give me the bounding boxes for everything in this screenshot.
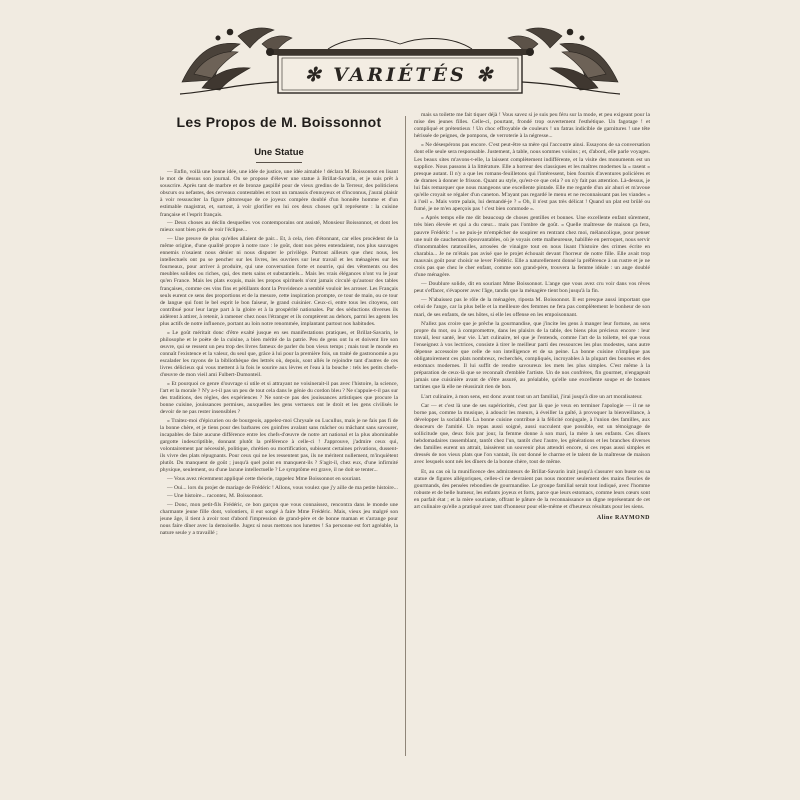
paragraph: « Le goût méritait donc d'être exalté jusque en ses manifestations pratiques, et Brillat-Savarin, le philosophe et le poète de la cuisine, a bien mérité de la patrie. Peu de gens ont lu et doivent lire son œuvre, qui se ressent un peu trop des livres fameux de parler du bon vieux temps ; mais tout le monde en connaît l'existence et la valeur, du seul que, grâce à lui pour la première fois, un traité de gastronomie a pu escalader les rayons de la bibliothèque des lettrés où, depuis, sont allés le rejoindre tant d'autres de ces livres délicieux qui vous mettent à la fois le sourire aux lèvres et l'eau à la bouche : tels les petits chefs-d'œuvre de mon vieil ami Fulbert-Dumonteil. bbox=[160, 329, 398, 379]
paragraph: L'art culinaire, à mon sens, est donc avant tout un art familial, j'irai jusqu'à dire un art moralisateur. bbox=[421, 393, 643, 400]
article-title: Les Propos de M. Boissonnot bbox=[176, 114, 382, 130]
paragraph: — Vous avez récemment appliqué cette théorie, rappelez Mme Boissonnot en souriant. bbox=[167, 475, 362, 482]
section-title: ✻ VARIÉTÉS ✻ bbox=[304, 64, 496, 86]
varietes-banner bbox=[178, 22, 622, 102]
paragraph: Car — et c'est là une de ses supériorités, c'est par là que je veux en terminer l'apologie — il ne se borne pas, comme la musique, à adoucir les mœurs, à éveiller la gaîté, à provoquer la bienveillance, à développer la sociabilité. La bonne cuisine contribue à la félicité conjugale, à l'union des familles, aux douceurs de l'amitié. Un repas aussi soigné, aussi succulent que possible, est un témoignage de sollicitude que, deux fois par jour, la femme donne à son mari, la mère à ses enfants. Ces dîners hebdomadaires rassemblant, tantôt chez l'un, tantôt chez l'autre, les générations et les branches diverses des familles eurent un attrait, laissèrent un souvenir plus attendri encore, si ces repas aussi simples et dressés de nos vieux plats que l'on vantait, ils ont donné le charme et le talent de la maîtresse de maison avec lesquels sont nés les dîners de la bonne chère, tout de même. bbox=[414, 402, 650, 466]
paragraph: N'allez pas croire que je prêche la gourmandise, que j'incite les gens à manger leur fortune, au sens propre du mot, ou à compromettre, dans les plaisirs de la table, des biens plus précieux encore : leur travail, leur santé, leur vie. L'art culinaire, tel que je l'entends, comme l'art de la toilette, tel que vous l'enseignez à vos lectrices, consiste à tirer le meilleur parti des ressources les plus modestes, sans autre dépense accessoire que celle de son intelligence et de sa peine. La bonne cuisine n'implique pas obligatoirement ces plats nombreux, recherchés, compliqués, incroyables à la plupart des bourses et des estomacs modernes. Il lui suffit de rendre savoureux les mets les plus simples. C'est même à la préparation de ceux-là que se reconnaît d'emblée l'artiste. Un de nos confrères, fin gourmet, n'engageait jamais une cuisinière avant de s'être assuré, au préalable, qu'elle une excellente soupe et de bonnes tartines que là elle ne réussirait rien de bon. bbox=[414, 320, 650, 391]
paragraph: « Traitez-moi d'épicurien ou de bourgeois, appelez-moi Chrysale ou Lucullus, mais je ne fais pas fi de la bonne chère, et je tiens pour des barbares ces goinfres avalant sans mâcher ou mâchant sans savourer, incapables de faire aucune différence entre les chefs-d'œuvre de notre art national et la plus abominable gargotte indescriptible, donnant plutôt la préférence à celle-ci ! J'approuve, j'admire ceux qui, volontairement par nécessité, politique, chrétien ou mortification, subissent certaines privations, dussent-ils vivre des plats répugnants. Pour ceux qui ne les ressentent pas, ils ne méritent nullement, m'inquiètent plutôt. Du manquent de goût ; jusqu'à quel point en manquent-ils ? S'agit-il, chez eux, d'une infirmité physique, seulement, ou d'une lacune intellectuelle ? Le symptôme est grave, il ne doit se tenter... bbox=[160, 417, 398, 474]
paragraph: Et, au cas où la munificence des admirateurs de Brillat-Savarin irait jusqu'à s'assurer son buste ou sa statue de figures allégoriques, celles-ci ne devraient pas nous montrer seulement des mains fleuries de gourmands, des pensées rebondies de gourmandise. Le groupe familial serait tout indiqué, avec l'homme robuste et de belle humeur, les enfants joyeux et forts, parce que leurs estomacs, comme leurs cœurs sont en parfait état ; et la mère souriante, offrant le pâture de la reconnaissance un digne représentant de cet art culinaire qu'elle a pratiqué avec tant d'honneur pour elle-même et d'heureux résultats pour les siens. bbox=[414, 468, 650, 510]
paragraph: « Après temps elle me dit beaucoup de choses gentilles et bonnes. Une excellente enfant sûrement, très bien élevée et qui a du cœur... mais pas l'ombre de goût. « Quelle maîtresse de maison ça fera, pauvre Frédéric ! » ne puis-je m'empêcher de soupirer en rentrant chez moi, mélancolique, pour penser une nuit de cauchemars épouvantables, où je voyais cette malheureuse, habillée en perroquet, nous servir d'innommables ratatouilles, arrosées de vinaigre tout en nous lisant l'histoire des crimes écrite en charabia... Je ne m'étais pas avisé que le projet échouait devant l'horreur de notre fille. Elle avait trop mauvais goût pour choisir se lever Frédéric. Elle a naturellement donné la préférence à un rustre et je ne crois pas que chez le cher enfant, comme son grand-père, trouvera la femme idéale : un ange doublé d'une ménagère. bbox=[414, 215, 650, 279]
author-signature: Aline RAYMOND bbox=[596, 515, 650, 522]
paragraph: mais sa toilette me fait tiquer déjà ! Vous savez si je suis peu féru sur la mode, et peu exigeant pour la mise des jeunes filles. Celle-ci, pourtant, frondé trop ouvertement l'esthétique. Un fagotage ! et compliqué et prétentieux ! Un choc effroyable de couleurs ! un fatras indicible de garnitures ! une tête hérissée de peignes, de pompons, de verroterie à la négresse... bbox=[414, 112, 650, 140]
subtitle-divider bbox=[256, 162, 302, 163]
paragraph: — Doublure solide, dit en souriant Mme Boissonnot. L'ange que vous avez cru voir dans vos rêves peut s'effacer, s'évaporer avec l'âge, tandis que la ménagère tient bon jusqu'à la fin. bbox=[414, 281, 650, 295]
paragraph: — Oui... lors du projet de mariage de Frédéric ! Allons, vous voulez que j'y aille de ma petite histoire... bbox=[167, 484, 398, 491]
paragraph: — Deux choses au déclin desquelles vos contemporains ont assisté, Monsieur Boissonnot, et dont les mieux sont bien près de voir l'éclipse... bbox=[160, 220, 398, 234]
paragraph: — Une histoire... racontez, M. Boissonnot. bbox=[167, 493, 264, 500]
article-subtitle: Une Statue bbox=[254, 147, 304, 158]
left-column bbox=[160, 108, 398, 788]
paragraph: — Une preuve de plus qu'elles allaient de pair... Et, à cela, rien d'étonnant, car elles procèdent de la même origine, d'une qualité propre à notre race : le goût, dont nos pères entendaient, nos plus sauvages ennemis n'osaient nous dénier ni nous disputer le privilège. Partout ailleurs que chez nous, les intellectuels ont pu se pencher sur les livres, les ouvriers sur leur travail et les ménagères sur les fourneaux, pour arriver à produire, qui une conversation forte et nourrie, qui des vêtements ou des meubles solides ou riches, qui, des mets sains et substantiels... Mais les vrais élégances n'ont vu le jour qu'en France. Mais les plats exquis, mais les propos spirituels n'ont jamais circulé qu'autour des tables françaises, comme ces vins fins et pétillants dont la Providence a semblé vouloir les arroser. Les Français seuls eurent ce sens des proportions et de la mesure, cette inspiration prompte, ce tour de main, ou ce tour de langue qui font le bel esprit le bon faiseur, le grand cuisinier. Ceux-ci, entre tous les citoyens, ont contribué pour leur large part à la gloire et à la prospérité nationales. Par des séductions diverses ils aidèrent à attirer, à retenir, à ramener chez nous l'étranger et ils comptèrent au dehors, parmi les agents les plus actifs de notre influence, portant au loin notre renommée, implantant partout nos habitudes. bbox=[160, 235, 398, 327]
right-column bbox=[414, 112, 650, 788]
paragraph: — Enfin, voilà une bonne idée, une idée de justice, une idée aimable ! déclara M. Boissonnot en lisant le mot de dessus son journal. On se propose d'élever une statue à Brillat-Savarin, et je suis prêt à souscrire. Après tant de marbre et de bronze gaspillé pour de vieux gredins de la Terreur, des politiciens obscurs ou nefastes, des cerveaux contestables et tout un ramassis d'ennuyeux et d'inconnus, j'aurai plaisir à voir ressusciter la figure pittoresque de ce joyeux compère doublé d'un honnête homme et d'un estimable magistrat, et, surtout, à voir glorifier en lui ces deux choses qu'il représente : la cuisine française et l'esprit français. bbox=[160, 169, 398, 218]
paragraph: — N'abaissez pas le rôle de la ménagère, riposta M. Boissonnot. Il est presque aussi important que celui de l'ange, car la plus belle et la meilleure des femmes ne fera pas complètement le bonheur de son mari, de ses enfants, de ses hôtes, si elle les offense en les empoisonnant. bbox=[414, 297, 650, 318]
paragraph: « Ne désespérons pas encore. C'est peut-être sa mère qui l'accoutre ainsi. Essayons de sa conversation dont elle seule sera responsable. Justement, à table, nous sommes voisins ; et, d'abord, elle parle voyages. Les beaux sites m'avons-t-elle, la laissent complètement indifférente, et la visite des monuments est un supplice. Nous passons à la littérature. Elle a horreur des classiques et les maîtres modernes la « rasent » presque autant. Il n'y a que les romans-feuilletons qui l'intéressent, bien fournis d'aventures policières et de drames à donner le frisson. Quant au style, qu'est-ce que cela ? on n'y fait pas attention. Là-dessus, je lui fais remarquer que nous mangeons une excellente pintade. Elle me regarde d'un air ahuri et m'avoue qu'elle croyait se régaler d'un caneton. M'ayant pas regardé le menu et ne reconnaissant pas les viandes « à l'œil ». Mais votre palais, lui demandé-je ? « Oh, il n'est pas très délicat ! Quand un plat est brûlé ou fumé, je ne m'en aperçois pas ! c'est bien commode ». bbox=[414, 142, 650, 213]
paragraph: « Et pourquoi ce genre d'ouvrage si utile et si attrayant ne voisinerait-il pas avec l'histoire, la science, l'art et la morale ? N'y a-t-il pas un peu de tout cela dans le génie du cordon bleu ? Ne s'appuie-t-il pas sur des traditions, des règles, des expériences ? Ne sont-ce pas des jouissances artistiques que procure la bonne cuisine, jouissances permises, auxquelles les gens vertueux ont le droit et les gens civilisés le devoir de ne pas rester insensibles ? bbox=[160, 380, 398, 416]
column-divider bbox=[405, 116, 406, 756]
paragraph: — Donc, mon petit-fils Frédéric, ce bon garçon que vous connaissez, rencontra dans le monde une charmante jeune fille dont, volontiers, il eut songé à faire Mme Frédéric. Mais, vieux jeu malgré son jeune âge, il tient à avoir tout d'abord l'impression de grand-père et de bonne maman et s'arrange pour nous faire dîner avec la demoiselle. Jugez si nous mettons nos lunettes ! Sa personne est fort agréable, la nature seule y a travaillé ; bbox=[160, 501, 398, 537]
